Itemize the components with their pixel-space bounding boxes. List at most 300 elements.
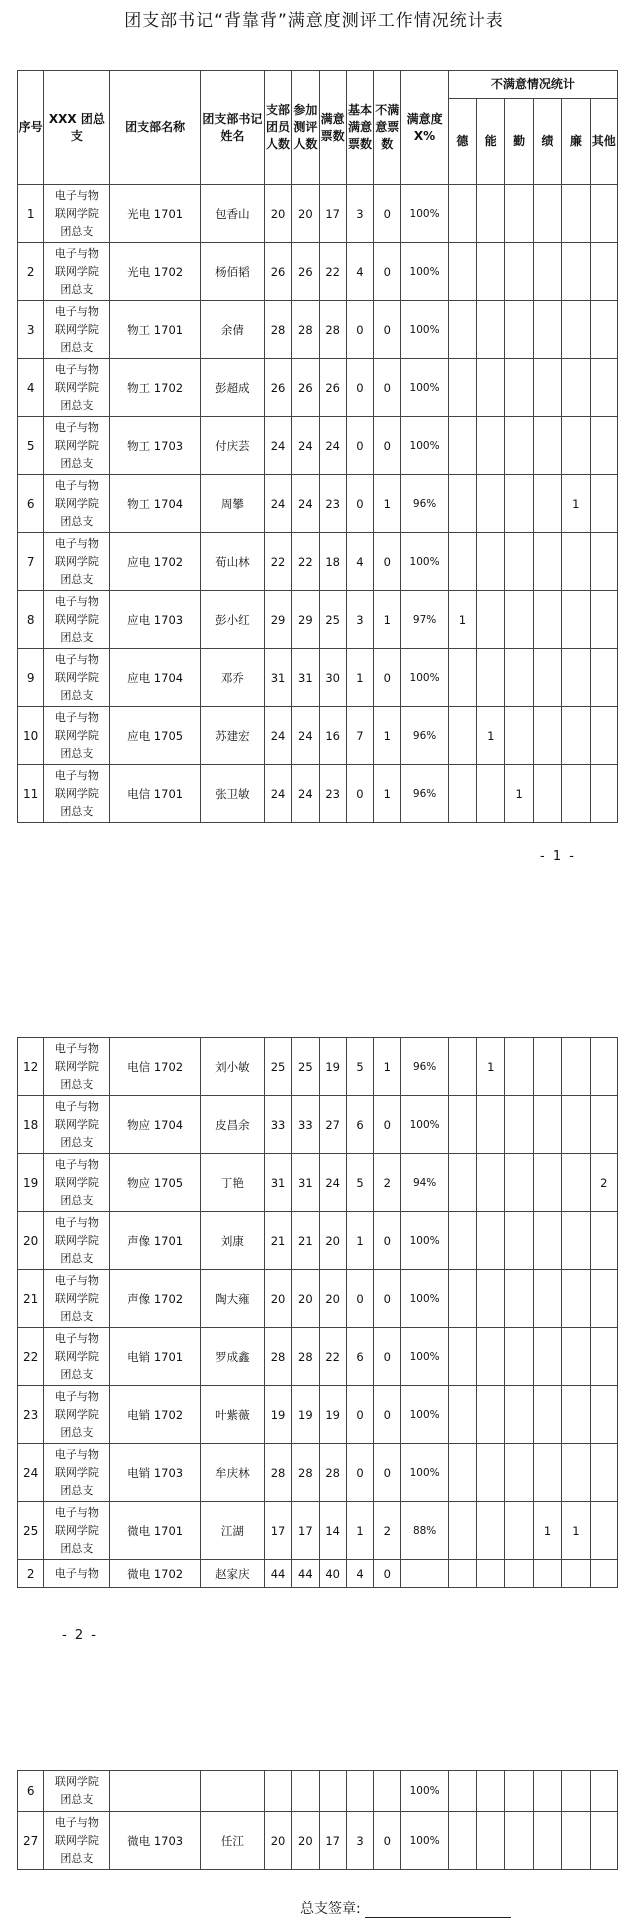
seq-cell: 24 xyxy=(18,1444,44,1502)
basic-cell: 3 xyxy=(346,185,373,243)
secretary-cell: 荀山林 xyxy=(200,533,264,591)
members-cell: 24 xyxy=(264,707,291,765)
lian-cell xyxy=(562,1771,590,1812)
other-cell xyxy=(590,417,618,475)
other-cell xyxy=(590,1038,617,1096)
unit-cell: 电子与物 联网学院 团总支 xyxy=(44,1154,110,1212)
qin-cell xyxy=(505,1812,533,1870)
participants-cell: 26 xyxy=(292,243,319,301)
satisfied-cell: 17 xyxy=(319,1812,346,1870)
unsatisfied-cell: 0 xyxy=(374,359,401,417)
lian-cell xyxy=(562,649,590,707)
unit-cell: 电子与物 联网学院 团总支 xyxy=(44,1386,110,1444)
members-cell: 17 xyxy=(264,1502,291,1560)
header-members: 支部团员人数 xyxy=(264,71,291,185)
satisfied-cell: 17 xyxy=(319,185,346,243)
lian-cell xyxy=(562,1212,590,1270)
basic-cell: 4 xyxy=(346,533,373,591)
branch-cell: 物工 1704 xyxy=(110,475,200,533)
neng-cell xyxy=(477,1812,505,1870)
secretary-cell: 余倩 xyxy=(200,301,264,359)
unsatisfied-cell: 1 xyxy=(374,707,401,765)
branch-cell: 物应 1704 xyxy=(110,1096,200,1154)
unsatisfied-cell: 0 xyxy=(374,1386,401,1444)
seq-cell: 10 xyxy=(18,707,44,765)
unsatisfied-cell: 0 xyxy=(374,649,401,707)
satisfied-cell: 27 xyxy=(319,1096,346,1154)
seq-cell: 20 xyxy=(18,1212,44,1270)
seq-cell: 2 xyxy=(18,1560,44,1588)
ji-cell xyxy=(533,1270,561,1328)
branch-cell: 应电 1703 xyxy=(110,591,200,649)
seq-cell: 9 xyxy=(18,649,44,707)
unit-cell: 电子与物 联网学院 团总支 xyxy=(44,1812,110,1870)
rate-cell: 100% xyxy=(401,1444,448,1502)
table-row xyxy=(18,1154,618,1212)
satisfied-cell: 30 xyxy=(319,649,346,707)
basic-cell: 4 xyxy=(346,1560,373,1588)
basic-cell: 5 xyxy=(346,1038,373,1096)
de-cell xyxy=(448,243,476,301)
qin-cell xyxy=(505,1270,533,1328)
branch-cell: 电信 1701 xyxy=(110,765,200,823)
rate-cell: 100% xyxy=(401,185,448,243)
secretary-cell: 刘小敏 xyxy=(200,1038,264,1096)
lian-cell xyxy=(562,765,590,823)
header-de: 德 xyxy=(448,99,476,185)
page-number: - 2 - xyxy=(62,1628,98,1643)
satisfied-cell: 24 xyxy=(319,1154,346,1212)
lian-cell: 1 xyxy=(562,1502,590,1560)
qin-cell xyxy=(505,1038,533,1096)
participants-cell: 31 xyxy=(292,649,319,707)
unsatisfied-cell: 0 xyxy=(374,1270,401,1328)
unsatisfied-cell: 2 xyxy=(374,1502,401,1560)
rate-cell: 100% xyxy=(401,533,448,591)
lian-cell xyxy=(562,1270,590,1328)
other-cell xyxy=(590,1444,617,1502)
other-cell: 2 xyxy=(590,1154,617,1212)
rate-cell: 96% xyxy=(401,1038,448,1096)
qin-cell xyxy=(505,1328,533,1386)
neng-cell xyxy=(477,359,505,417)
other-cell xyxy=(590,649,618,707)
page-number: - 1 - xyxy=(540,849,576,864)
header-unsat-group: 不满意情况统计 xyxy=(448,71,617,99)
neng-cell xyxy=(477,417,505,475)
branch-cell: 应电 1704 xyxy=(110,649,200,707)
de-cell xyxy=(448,1444,476,1502)
de-cell xyxy=(448,1771,476,1812)
lian-cell xyxy=(562,185,590,243)
ji-cell: 1 xyxy=(533,1502,561,1560)
basic-cell: 5 xyxy=(346,1154,373,1212)
satisfied-cell: 28 xyxy=(319,1444,346,1502)
qin-cell xyxy=(505,1212,533,1270)
other-cell xyxy=(590,301,618,359)
seq-cell: 6 xyxy=(18,475,44,533)
other-cell xyxy=(590,591,618,649)
table-row xyxy=(18,1502,618,1560)
rate-cell: 100% xyxy=(401,1328,448,1386)
other-cell xyxy=(590,1386,617,1444)
table-row-partial xyxy=(18,1560,618,1588)
satisfied-cell: 14 xyxy=(319,1502,346,1560)
table-row xyxy=(18,1386,618,1444)
unit-cell: 电子与物 联网学院 团总支 xyxy=(44,417,110,475)
lian-cell: 1 xyxy=(562,475,590,533)
neng-cell xyxy=(477,301,505,359)
neng-cell xyxy=(477,1212,505,1270)
table-row xyxy=(18,591,618,649)
ji-cell xyxy=(533,765,561,823)
qin-cell xyxy=(505,359,533,417)
unit-cell: 联网学院 团总支 xyxy=(44,1771,110,1812)
unit-cell: 电子与物 联网学院 团总支 xyxy=(44,1270,110,1328)
basic-cell: 6 xyxy=(346,1328,373,1386)
de-cell xyxy=(448,1502,476,1560)
rate-cell: 100% xyxy=(401,301,448,359)
participants-cell: 28 xyxy=(292,301,319,359)
qin-cell xyxy=(505,1502,533,1560)
seq-cell: 21 xyxy=(18,1270,44,1328)
other-cell xyxy=(590,1771,617,1812)
seq-cell: 18 xyxy=(18,1096,44,1154)
unit-cell: 电子与物 联网学院 团总支 xyxy=(44,1038,110,1096)
signature-area xyxy=(300,1898,511,1918)
satisfied-cell: 16 xyxy=(319,707,346,765)
ji-cell xyxy=(533,1328,561,1386)
basic-cell: 0 xyxy=(346,1386,373,1444)
unsatisfied-cell: 1 xyxy=(374,591,401,649)
satisfied-cell: 22 xyxy=(319,243,346,301)
document-title: 团支部书记“背靠背”满意度测评工作情况统计表 xyxy=(124,11,504,31)
table-row xyxy=(18,301,618,359)
ji-cell xyxy=(533,359,561,417)
header-basic-satisfied: 基本满意票数 xyxy=(346,71,373,185)
secretary-cell: 苏建宏 xyxy=(200,707,264,765)
basic-cell: 0 xyxy=(346,1270,373,1328)
participants-cell: 20 xyxy=(292,1812,319,1870)
basic-cell: 3 xyxy=(346,591,373,649)
secretary-cell xyxy=(200,1771,264,1812)
lian-cell xyxy=(562,1096,590,1154)
table-row xyxy=(18,649,618,707)
unit-cell: 电子与物 联网学院 团总支 xyxy=(44,359,110,417)
unsatisfied-cell: 0 xyxy=(374,243,401,301)
ji-cell xyxy=(533,185,561,243)
lian-cell xyxy=(562,1444,590,1502)
members-cell: 26 xyxy=(264,359,291,417)
qin-cell xyxy=(505,301,533,359)
ji-cell xyxy=(533,649,561,707)
participants-cell: 24 xyxy=(292,475,319,533)
other-cell xyxy=(590,765,618,823)
rate-cell: 94% xyxy=(401,1154,448,1212)
neng-cell xyxy=(477,1328,505,1386)
members-cell: 31 xyxy=(264,1154,291,1212)
seq-cell: 8 xyxy=(18,591,44,649)
members-cell: 28 xyxy=(264,301,291,359)
de-cell xyxy=(448,1038,476,1096)
table-row xyxy=(18,533,618,591)
rate-cell: 100% xyxy=(401,417,448,475)
secretary-cell: 张卫敏 xyxy=(200,765,264,823)
stats-table-page3 xyxy=(17,1770,618,1870)
members-cell: 21 xyxy=(264,1212,291,1270)
secretary-cell: 杨佰韬 xyxy=(200,243,264,301)
basic-cell: 1 xyxy=(346,1502,373,1560)
unsatisfied-cell: 0 xyxy=(374,1560,401,1588)
lian-cell xyxy=(562,533,590,591)
other-cell xyxy=(590,185,618,243)
other-cell xyxy=(590,1560,617,1588)
members-cell: 31 xyxy=(264,649,291,707)
other-cell xyxy=(590,533,618,591)
rate-cell: 100% xyxy=(401,649,448,707)
unit-cell: 电子与物 联网学院 团总支 xyxy=(44,591,110,649)
satisfied-cell: 20 xyxy=(319,1212,346,1270)
table-row xyxy=(18,1096,618,1154)
participants-cell: 24 xyxy=(292,707,319,765)
de-cell xyxy=(448,359,476,417)
ji-cell xyxy=(533,475,561,533)
unsatisfied-cell: 0 xyxy=(374,301,401,359)
secretary-cell: 刘康 xyxy=(200,1212,264,1270)
satisfied-cell: 23 xyxy=(319,475,346,533)
lian-cell xyxy=(562,1154,590,1212)
secretary-cell: 皮昌余 xyxy=(200,1096,264,1154)
other-cell xyxy=(590,475,618,533)
de-cell xyxy=(448,533,476,591)
satisfied-cell xyxy=(319,1771,346,1812)
neng-cell: 1 xyxy=(477,1038,505,1096)
unit-cell: 电子与物 xyxy=(44,1560,110,1588)
satisfied-cell: 24 xyxy=(319,417,346,475)
rate-cell: 88% xyxy=(401,1502,448,1560)
other-cell xyxy=(590,243,618,301)
secretary-cell: 彭小红 xyxy=(200,591,264,649)
ji-cell xyxy=(533,1560,561,1588)
table-row xyxy=(18,475,618,533)
basic-cell xyxy=(346,1771,373,1812)
qin-cell xyxy=(505,707,533,765)
seq-cell: 6 xyxy=(18,1771,44,1812)
satisfied-cell: 23 xyxy=(319,765,346,823)
signature-label: 总支签章: xyxy=(300,1901,361,1917)
unsatisfied-cell: 1 xyxy=(374,765,401,823)
unsatisfied-cell: 0 xyxy=(374,1096,401,1154)
branch-cell: 声像 1701 xyxy=(110,1212,200,1270)
branch-cell: 物工 1702 xyxy=(110,359,200,417)
header-participants: 参加测评人数 xyxy=(292,71,319,185)
unit-cell: 电子与物 联网学院 团总支 xyxy=(44,765,110,823)
neng-cell xyxy=(477,243,505,301)
ji-cell xyxy=(533,301,561,359)
branch-cell: 电销 1701 xyxy=(110,1328,200,1386)
de-cell xyxy=(448,707,476,765)
seq-cell: 27 xyxy=(18,1812,44,1870)
other-cell xyxy=(590,359,618,417)
table-row xyxy=(18,765,618,823)
header-qin: 勤 xyxy=(505,99,533,185)
unsatisfied-cell: 0 xyxy=(374,185,401,243)
branch-cell: 声像 1702 xyxy=(110,1270,200,1328)
secretary-cell: 陶大雍 xyxy=(200,1270,264,1328)
seq-cell: 23 xyxy=(18,1386,44,1444)
de-cell xyxy=(448,765,476,823)
rate-cell: 100% xyxy=(401,1212,448,1270)
participants-cell: 28 xyxy=(292,1444,319,1502)
other-cell xyxy=(590,1096,617,1154)
ji-cell xyxy=(533,1386,561,1444)
header-other: 其他 xyxy=(590,99,618,185)
basic-cell: 0 xyxy=(346,765,373,823)
seq-cell: 3 xyxy=(18,301,44,359)
neng-cell xyxy=(477,1502,505,1560)
de-cell xyxy=(448,1154,476,1212)
rate-cell xyxy=(401,1560,448,1588)
unit-cell: 电子与物 联网学院 团总支 xyxy=(44,475,110,533)
table-row xyxy=(18,417,618,475)
table-row xyxy=(18,185,618,243)
participants-cell: 21 xyxy=(292,1212,319,1270)
neng-cell xyxy=(477,1096,505,1154)
secretary-cell: 任江 xyxy=(200,1812,264,1870)
header-seq: 序号 xyxy=(18,71,44,185)
secretary-cell: 彭超成 xyxy=(200,359,264,417)
ji-cell xyxy=(533,1038,561,1096)
de-cell xyxy=(448,417,476,475)
ji-cell xyxy=(533,533,561,591)
table-row xyxy=(18,1212,618,1270)
header-unsatisfied: 不满意票数 xyxy=(374,71,401,185)
unsatisfied-cell: 1 xyxy=(374,1038,401,1096)
unsatisfied-cell: 0 xyxy=(374,1812,401,1870)
table-row xyxy=(18,1270,618,1328)
branch-cell: 物工 1703 xyxy=(110,417,200,475)
secretary-cell: 赵家庆 xyxy=(200,1560,264,1588)
participants-cell: 20 xyxy=(292,1270,319,1328)
neng-cell xyxy=(477,185,505,243)
ji-cell xyxy=(533,707,561,765)
unsatisfied-cell: 0 xyxy=(374,1444,401,1502)
basic-cell: 3 xyxy=(346,1812,373,1870)
qin-cell xyxy=(505,1154,533,1212)
de-cell xyxy=(448,1386,476,1444)
basic-cell: 0 xyxy=(346,301,373,359)
lian-cell xyxy=(562,1038,590,1096)
lian-cell xyxy=(562,1812,590,1870)
branch-cell: 微电 1703 xyxy=(110,1812,200,1870)
de-cell xyxy=(448,1096,476,1154)
unit-cell: 电子与物 联网学院 团总支 xyxy=(44,1502,110,1560)
qin-cell xyxy=(505,417,533,475)
ji-cell xyxy=(533,1444,561,1502)
other-cell xyxy=(590,1812,617,1870)
branch-cell xyxy=(110,1771,200,1812)
signature-line[interactable] xyxy=(365,1905,511,1918)
basic-cell: 6 xyxy=(346,1096,373,1154)
unit-cell: 电子与物 联网学院 团总支 xyxy=(44,533,110,591)
participants-cell: 24 xyxy=(292,765,319,823)
unsatisfied-cell: 0 xyxy=(374,533,401,591)
unit-cell: 电子与物 联网学院 团总支 xyxy=(44,1444,110,1502)
qin-cell xyxy=(505,1560,533,1588)
unit-cell: 电子与物 联网学院 团总支 xyxy=(44,243,110,301)
lian-cell xyxy=(562,1560,590,1588)
header-lian: 廉 xyxy=(562,99,590,185)
unit-cell: 电子与物 联网学院 团总支 xyxy=(44,649,110,707)
rate-cell: 100% xyxy=(401,1270,448,1328)
unsatisfied-cell: 2 xyxy=(374,1154,401,1212)
participants-cell: 29 xyxy=(292,591,319,649)
participants-cell: 25 xyxy=(292,1038,319,1096)
secretary-cell: 叶紫薇 xyxy=(200,1386,264,1444)
ji-cell xyxy=(533,1212,561,1270)
table-row xyxy=(18,243,618,301)
rate-cell: 100% xyxy=(401,243,448,301)
members-cell: 24 xyxy=(264,417,291,475)
qin-cell xyxy=(505,243,533,301)
ji-cell xyxy=(533,1771,561,1812)
neng-cell xyxy=(477,649,505,707)
seq-cell: 25 xyxy=(18,1502,44,1560)
basic-cell: 0 xyxy=(346,359,373,417)
neng-cell xyxy=(477,1270,505,1328)
participants-cell: 24 xyxy=(292,417,319,475)
participants-cell: 28 xyxy=(292,1328,319,1386)
branch-cell: 应电 1702 xyxy=(110,533,200,591)
other-cell xyxy=(590,1212,617,1270)
satisfied-cell: 19 xyxy=(319,1386,346,1444)
satisfied-cell: 19 xyxy=(319,1038,346,1096)
members-cell: 28 xyxy=(264,1328,291,1386)
participants-cell: 44 xyxy=(292,1560,319,1588)
lian-cell xyxy=(562,1386,590,1444)
header-unit: XXX 团总支 xyxy=(44,71,110,185)
neng-cell xyxy=(477,1154,505,1212)
qin-cell xyxy=(505,649,533,707)
participants-cell: 31 xyxy=(292,1154,319,1212)
seq-cell: 19 xyxy=(18,1154,44,1212)
satisfied-cell: 18 xyxy=(319,533,346,591)
table-row-partial xyxy=(18,1771,618,1812)
neng-cell: 1 xyxy=(477,707,505,765)
other-cell xyxy=(590,1328,617,1386)
table-row xyxy=(18,1328,618,1386)
table-row xyxy=(18,1444,618,1502)
secretary-cell: 包香山 xyxy=(200,185,264,243)
unit-cell: 电子与物 联网学院 团总支 xyxy=(44,185,110,243)
neng-cell xyxy=(477,1771,505,1812)
basic-cell: 0 xyxy=(346,475,373,533)
lian-cell xyxy=(562,1328,590,1386)
seq-cell: 11 xyxy=(18,765,44,823)
other-cell xyxy=(590,1270,617,1328)
members-cell: 20 xyxy=(264,1812,291,1870)
basic-cell: 0 xyxy=(346,417,373,475)
branch-cell: 光电 1702 xyxy=(110,243,200,301)
rate-cell: 96% xyxy=(401,475,448,533)
qin-cell xyxy=(505,533,533,591)
qin-cell xyxy=(505,591,533,649)
other-cell xyxy=(590,1502,617,1560)
de-cell xyxy=(448,1270,476,1328)
lian-cell xyxy=(562,301,590,359)
seq-cell: 7 xyxy=(18,533,44,591)
de-cell xyxy=(448,301,476,359)
